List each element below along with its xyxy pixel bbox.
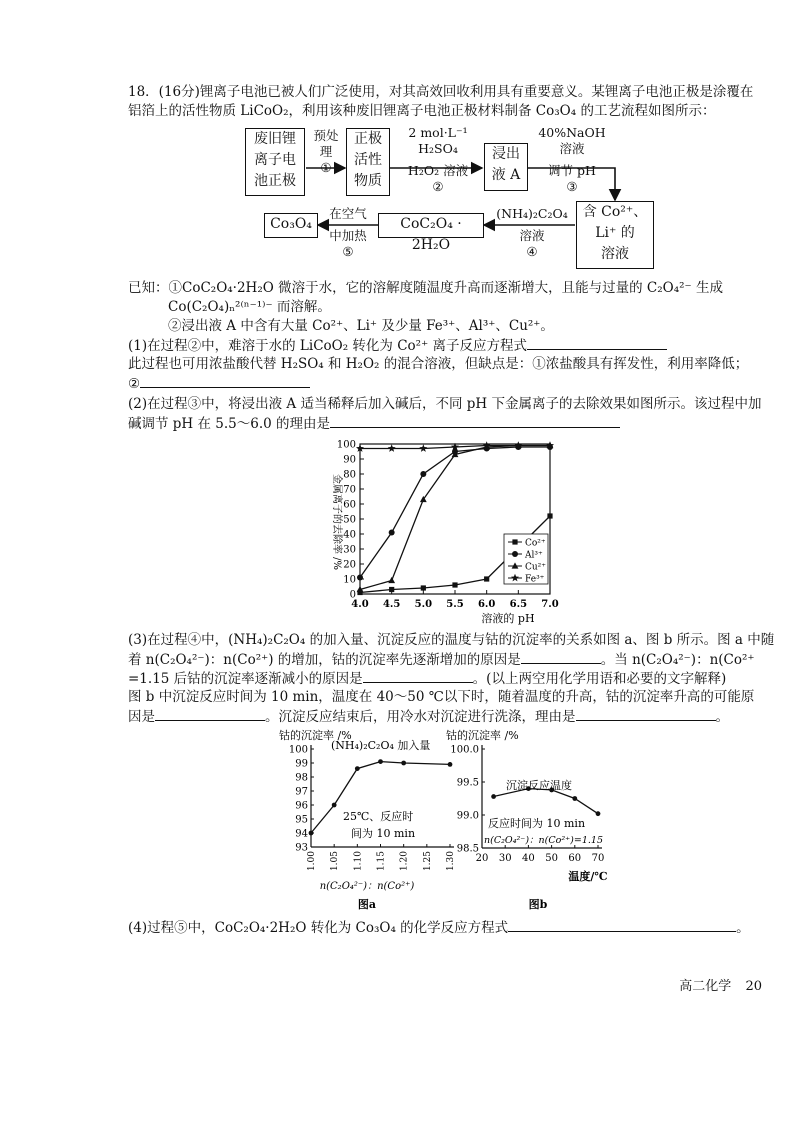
box-leachate-a <box>484 143 528 191</box>
box2-line: 物质 <box>354 173 382 189</box>
footer-subject: 高二化学 <box>679 979 732 994</box>
legend-label: Cu²⁺ <box>525 562 547 573</box>
box1-line: 废旧锂 <box>254 131 296 147</box>
legend-label: Co²⁺ <box>525 538 546 549</box>
x-tick-label: 1.15 <box>376 851 387 872</box>
y-tick-label: 100 <box>288 744 308 756</box>
known-line2: Co(C₂O₄)ₙ²⁽ⁿ⁻¹⁾⁻ 而溶解。 <box>168 299 331 315</box>
label-step3 <box>530 125 614 195</box>
box-cathode-active-material <box>346 128 390 196</box>
step5-line: 在空气 <box>329 206 367 221</box>
question-title-line2: 铝箔上的活性物质 LiCoO₂，利用该种废旧锂离子电池正极材料制备 Co₃O₄ 的工艺流程如图所示： <box>128 103 716 119</box>
q3-blank4[interactable] <box>576 707 716 721</box>
y-tick-label: 100.0 <box>450 744 479 756</box>
data-point <box>388 577 395 583</box>
q3-line3 <box>128 669 726 688</box>
chart-b <box>438 727 618 912</box>
x-tick-label: 5.5 <box>446 599 464 610</box>
q1-line1 <box>128 336 667 355</box>
step4-line: (NH₄)₂C₂O₄ <box>496 206 568 221</box>
x-tick-label: 60 <box>568 853 582 864</box>
step1-line: ① <box>320 160 332 175</box>
data-point <box>401 761 406 766</box>
box-co-li-solution <box>576 201 654 269</box>
x-axis-label: 溶液的 pH <box>481 612 535 625</box>
data-point <box>452 582 457 587</box>
q3-text: 。(以上两空用化学用语和必要的文字解释) <box>472 671 727 687</box>
data-point <box>421 585 426 590</box>
step4-line: 溶液 <box>519 228 545 243</box>
y-tick-label: 50 <box>343 514 356 526</box>
x-axis-label: 温度/℃ <box>568 870 608 883</box>
step1-line: 预处 <box>313 128 339 143</box>
q3-text: 。当 n(C₂O₄²⁻)：n(Co²⁺ <box>600 652 755 668</box>
q1-line2: 此过程也可用浓盐酸代替 H₂SO₄ 和 H₂O₂ 的混合溶液，但缺点是：①浓盐酸具有挥发性，利用率降低； <box>128 356 749 372</box>
y-tick-label: 94 <box>295 828 308 840</box>
x-tick-label: 7.0 <box>541 599 559 610</box>
y-tick-label: 30 <box>343 544 356 556</box>
y-tick-label: 96 <box>295 800 308 812</box>
label-step4 <box>490 206 574 260</box>
q1-line3 <box>128 374 310 393</box>
data-point <box>419 444 427 452</box>
q3-text: 。沉淀反应结束后，用冷水对沉淀进行洗涤，理由是 <box>265 709 576 725</box>
chart-b-caption: 图b <box>528 898 548 911</box>
q1-text: (1)在过程②中，难溶于水的 LiCoO₂ 转化为 Co²⁺ 离子反应方程式 <box>128 338 528 354</box>
x-tick-label: 1.20 <box>399 851 410 872</box>
q1-drawback-blank[interactable] <box>140 374 310 388</box>
x-tick-label: 5.0 <box>414 599 433 610</box>
y-tick-label: 100 <box>336 439 356 451</box>
box3-line: 液 A <box>491 167 521 183</box>
q1-text: ② <box>128 376 141 392</box>
y-tick-label: 98 <box>295 772 308 784</box>
annotation-condition: 间为 10 min <box>351 827 416 840</box>
box-cobalt-oxalate: CoC₂O₄ · 2H₂O <box>378 213 484 238</box>
x-tick-label: 6.5 <box>509 599 528 610</box>
q3-text: 因是 <box>128 709 155 725</box>
x-tick-label: 1.10 <box>353 851 364 872</box>
q3-text: 着 n(C₂O₄²⁻)：n(Co²⁺) 的增加，钴的沉淀率先逐渐增加的原因是 <box>128 652 521 668</box>
y-tick-label: 80 <box>343 469 356 481</box>
data-point <box>355 766 360 771</box>
box2-line: 正极 <box>354 131 382 147</box>
y-tick-label: 95 <box>295 814 308 826</box>
y-axis-label: 金属离子的去除率 /% <box>331 473 342 571</box>
y-axis-label: 钴的沉淀率 /% <box>279 729 352 742</box>
series-line <box>494 789 598 814</box>
data-point <box>547 513 552 518</box>
removal-rate-chart <box>318 430 578 625</box>
x-tick-label: 30 <box>498 853 512 864</box>
y-tick-label: 70 <box>343 484 356 496</box>
x-tick-label: 40 <box>522 853 535 864</box>
annotation-title: 沉淀反应温度 <box>506 779 572 792</box>
y-tick-label: 93 <box>295 842 308 854</box>
data-point <box>491 794 496 799</box>
y-tick-label: 0 <box>349 589 356 601</box>
q3-line2 <box>128 650 755 669</box>
step2-line: ② <box>432 179 444 194</box>
x-tick-label: 1.30 <box>446 851 456 872</box>
step3-line: 溶液 <box>559 141 585 156</box>
box4-line: 溶液 <box>601 246 629 262</box>
q1-answer-blank[interactable] <box>527 336 667 350</box>
q3-blank1[interactable] <box>521 650 601 664</box>
q2-answer-blank[interactable] <box>330 414 620 428</box>
question-title-line1: 18．(16分)锂离子电池已被人们广泛使用，对其高效回收利用具有重要意义。某锂离子电池正极是涂覆在 <box>128 84 754 100</box>
y-tick-label: 99 <box>295 758 308 770</box>
step2-line: 2 mol·L⁻¹ <box>408 125 468 140</box>
q4-line1 <box>128 918 750 937</box>
step3-line: 40%NaOH <box>538 125 606 140</box>
annotation-ratio: n(C₂O₄²⁻)：n(Co²⁺)=1.15 <box>484 835 603 846</box>
annotation-title: (NH₄)₂C₂O₄ 加入量 <box>331 739 431 752</box>
box1-line: 离子电 <box>254 152 296 168</box>
step1-line: 理 <box>319 144 333 159</box>
q3-blank2[interactable] <box>363 669 473 683</box>
x-tick-label: 50 <box>545 853 558 864</box>
y-axis-label: 钴的沉淀率 /% <box>446 729 519 742</box>
q3-text: 。 <box>715 709 729 725</box>
q3-line5 <box>128 707 729 726</box>
footer-page: 20 <box>745 979 762 994</box>
annotation-condition: 25℃、反应时 <box>343 810 414 823</box>
data-point <box>484 576 489 581</box>
q3-text: =1.15 后钴的沉淀率逐渐减小的原因是 <box>128 671 363 687</box>
y-tick-label: 97 <box>295 786 308 798</box>
x-tick-label: 4.5 <box>382 599 401 610</box>
label-step2 <box>395 125 481 195</box>
step3-line: ③ <box>566 179 578 194</box>
label-step1 <box>306 128 346 176</box>
step4-line: ④ <box>526 244 538 259</box>
y-tick-label: 99.0 <box>456 810 479 822</box>
q3-blank3[interactable] <box>155 707 265 721</box>
y-tick-label: 98.5 <box>456 843 479 855</box>
q4-answer-blank[interactable] <box>508 918 736 932</box>
x-tick-label: 1.25 <box>422 851 433 872</box>
known-line3: ②浸出液 A 中含有大量 Co²⁺、Li⁺ 及少量 Fe³⁺、Al³⁺、Cu²⁺。 <box>168 318 554 334</box>
annotation-condition: 反应时间为 10 min <box>488 817 586 830</box>
data-point <box>420 471 426 477</box>
y-tick-label: 20 <box>343 559 356 571</box>
step5-line: ⑤ <box>342 244 354 259</box>
step3-line: 调节 pH <box>548 163 596 178</box>
legend-marker <box>512 551 518 557</box>
box4-line: 含 Co²⁺、 <box>582 204 648 220</box>
step5-line: 中加热 <box>329 228 367 243</box>
box2-line: 活性 <box>354 152 382 168</box>
data-point <box>388 444 396 452</box>
chart-a <box>275 727 460 912</box>
label-step5 <box>320 206 376 260</box>
box4-line: Li⁺ 的 <box>595 225 635 241</box>
y-tick-label: 90 <box>343 454 356 466</box>
y-tick-label: 99.5 <box>456 777 479 789</box>
data-point <box>332 803 337 808</box>
x-tick-label: 6.0 <box>477 599 496 610</box>
page-footer <box>679 975 762 994</box>
legend-label: Fe³⁺ <box>525 574 545 585</box>
data-point <box>378 759 383 764</box>
known-line1: 已知：①CoC₂O₄·2H₂O 微溶于水，它的溶解度随温度升高而逐渐增大，且能与过量的 C₂O₄²⁻ 生成 <box>128 280 723 296</box>
data-point <box>572 796 577 801</box>
data-point <box>389 530 395 536</box>
x-axis-label: n(C₂O₄²⁻)：n(Co²⁺) <box>319 881 415 892</box>
data-point <box>309 831 314 836</box>
q2-line1: (2)在过程③中，将浸出液 A 适当稀释后加入碱后，不同 pH 下金属离子的去除效果如图所示。该过程中加 <box>128 396 762 412</box>
data-point <box>357 575 363 581</box>
y-tick-label: 40 <box>343 529 356 541</box>
x-tick-label: 1.00 <box>307 851 317 872</box>
box-waste-battery-cathode <box>245 128 305 196</box>
q4-text: 。 <box>736 920 750 936</box>
data-point <box>389 587 394 592</box>
box-co3o4: Co₃O₄ <box>264 213 318 238</box>
step2-line: H₂O₂ 溶液 <box>407 163 469 178</box>
data-point <box>596 811 601 816</box>
step2-line: H₂SO₄ <box>418 141 458 156</box>
x-tick-label: 20 <box>475 853 489 864</box>
y-tick-label: 60 <box>343 499 356 511</box>
box1-line: 池正极 <box>254 173 296 189</box>
q3-line4: 图 b 中沉淀反应时间为 10 min，温度在 40～50 ℃以下时，随着温度的升高，钴的沉淀率升高的可能原 <box>128 689 755 705</box>
chart-a-caption: 图a <box>357 898 377 911</box>
legend-marker <box>512 539 517 544</box>
q3-line1: (3)在过程④中，(NH₄)₂C₂O₄ 的加入量、沉淀反应的温度与钴的沉淀率的关系如图 a、图 b 所示。图 a 中随 <box>128 632 775 648</box>
x-tick-label: 70 <box>591 853 605 864</box>
y-tick-label: 10 <box>343 574 356 586</box>
box3-line: 浸出 <box>492 146 520 162</box>
q2-text: 碱调节 pH 在 5.5～6.0 的理由是 <box>128 416 331 432</box>
q4-text: (4)过程⑤中，CoC₂O₄·2H₂O 转化为 Co₃O₄ 的化学反应方程式 <box>128 920 509 936</box>
legend-label: Al³⁺ <box>525 550 543 561</box>
x-tick-label: 4.0 <box>351 599 369 610</box>
x-tick-label: 1.05 <box>330 851 341 872</box>
